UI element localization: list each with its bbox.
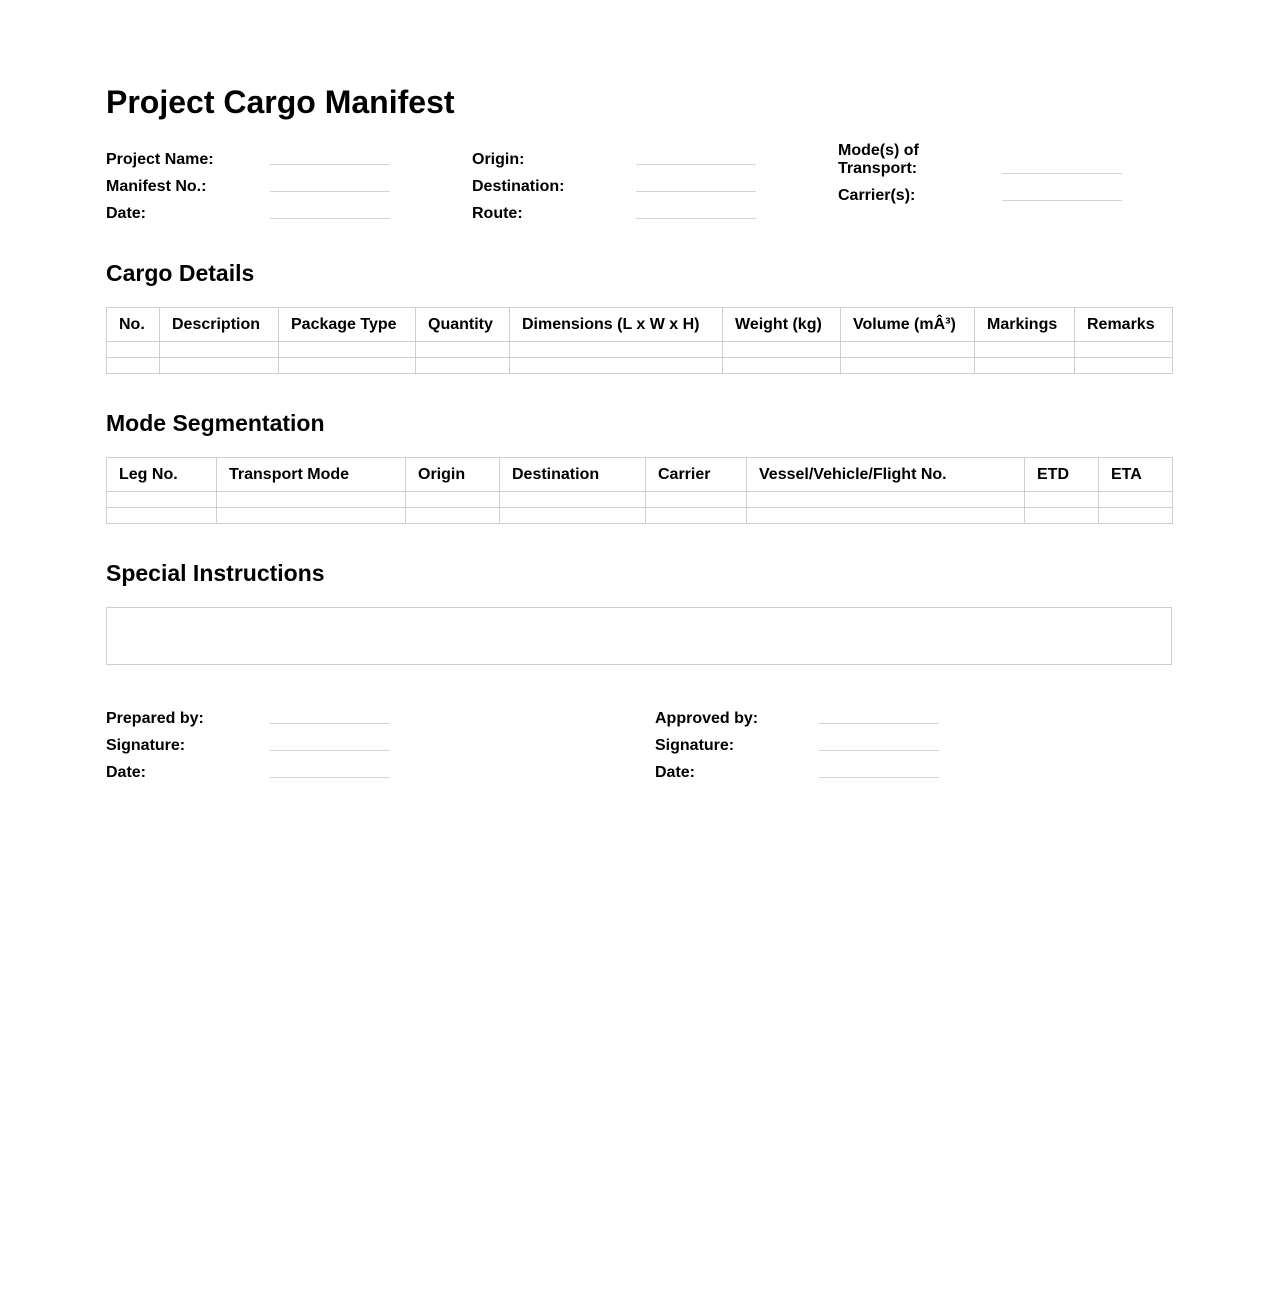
table-row — [107, 358, 1173, 374]
prepared-by-label: Prepared by: — [106, 710, 204, 727]
approved-by-field[interactable] — [819, 723, 939, 724]
mode-segmentation-table — [106, 457, 1173, 524]
transport-modes-label: Mode(s) of Transport: — [838, 142, 919, 177]
col-etd-header: ETD — [1025, 458, 1099, 492]
table-row — [107, 342, 1173, 358]
table-cell[interactable] — [1075, 358, 1173, 374]
prepared-by-field[interactable] — [270, 723, 390, 724]
prepared-date-label: Date: — [106, 764, 147, 781]
table-cell[interactable] — [1025, 492, 1099, 508]
carriers-label: Carrier(s): — [838, 187, 916, 204]
project-name-label: Project Name: — [106, 151, 214, 168]
table-cell[interactable] — [406, 492, 500, 508]
route-field[interactable] — [636, 218, 756, 219]
table-cell[interactable] — [747, 508, 1025, 524]
date-field[interactable] — [270, 218, 390, 219]
table-cell[interactable] — [406, 508, 500, 524]
table-row — [107, 492, 1173, 508]
col-markings-header: Markings — [975, 308, 1075, 342]
carriers-field[interactable] — [1002, 200, 1122, 201]
col-origin-header: Origin — [406, 458, 500, 492]
table-cell[interactable] — [217, 492, 406, 508]
cargo-details-heading: Cargo Details — [106, 260, 255, 286]
table-cell[interactable] — [723, 358, 841, 374]
table-row — [107, 508, 1173, 524]
col-leg-no-header: Leg No. — [107, 458, 217, 492]
table-cell[interactable] — [416, 358, 510, 374]
prepared-signature-label: Signature: — [106, 737, 186, 754]
table-cell[interactable] — [1075, 342, 1173, 358]
table-cell[interactable] — [723, 342, 841, 358]
table-cell[interactable] — [1025, 508, 1099, 524]
route-label: Route: — [472, 205, 523, 222]
table-cell[interactable] — [841, 358, 975, 374]
approved-signature-field[interactable] — [819, 750, 939, 751]
table-cell[interactable] — [1099, 492, 1173, 508]
col-destination-header: Destination — [500, 458, 646, 492]
cargo-header-row — [107, 308, 1173, 342]
table-cell[interactable] — [510, 358, 723, 374]
table-cell[interactable] — [500, 492, 646, 508]
transport-modes-field[interactable] — [1002, 173, 1122, 174]
col-remarks-header: Remarks — [1075, 308, 1173, 342]
table-cell[interactable] — [107, 342, 160, 358]
prepared-signature-field[interactable] — [270, 750, 390, 751]
col-quantity-header: Quantity — [416, 308, 510, 342]
col-carrier-header: Carrier — [646, 458, 747, 492]
table-cell[interactable] — [217, 508, 406, 524]
table-cell[interactable] — [500, 508, 646, 524]
col-dimensions-header: Dimensions (L x W x H) — [510, 308, 723, 342]
col-transport-mode-header: Transport Mode — [217, 458, 406, 492]
col-weight-header: Weight (kg) — [723, 308, 841, 342]
table-cell[interactable] — [1099, 508, 1173, 524]
project-name-field[interactable] — [270, 164, 390, 165]
table-cell[interactable] — [646, 508, 747, 524]
table-cell[interactable] — [279, 342, 416, 358]
col-volume-header: Volume (mÂ³) — [841, 308, 975, 342]
cargo-details-table — [106, 307, 1173, 374]
manifest-no-label: Manifest No.: — [106, 178, 207, 195]
manifest-no-field[interactable] — [270, 191, 390, 192]
approved-signature-label: Signature: — [655, 737, 735, 754]
destination-field[interactable] — [636, 191, 756, 192]
segment-header-row — [107, 458, 1173, 492]
prepared-date-field[interactable] — [270, 777, 390, 778]
special-instructions-heading: Special Instructions — [106, 560, 325, 586]
col-package-type-header: Package Type — [279, 308, 416, 342]
table-cell[interactable] — [279, 358, 416, 374]
table-cell[interactable] — [107, 508, 217, 524]
col-vessel-header: Vessel/Vehicle/Flight No. — [747, 458, 1025, 492]
table-cell[interactable] — [107, 492, 217, 508]
table-cell[interactable] — [160, 342, 279, 358]
table-cell[interactable] — [747, 492, 1025, 508]
col-description-header: Description — [160, 308, 279, 342]
table-cell[interactable] — [510, 342, 723, 358]
origin-label: Origin: — [472, 151, 525, 168]
date-label: Date: — [106, 205, 147, 222]
col-eta-header: ETA — [1099, 458, 1173, 492]
special-instructions-box[interactable] — [106, 607, 1172, 665]
table-cell[interactable] — [841, 342, 975, 358]
table-cell[interactable] — [975, 358, 1075, 374]
table-cell[interactable] — [646, 492, 747, 508]
approved-by-label: Approved by: — [655, 710, 759, 727]
table-cell[interactable] — [975, 342, 1075, 358]
document-title: Project Cargo Manifest — [106, 84, 455, 120]
table-cell[interactable] — [160, 358, 279, 374]
approved-date-label: Date: — [655, 764, 696, 781]
approved-date-field[interactable] — [819, 777, 939, 778]
origin-field[interactable] — [636, 164, 756, 165]
table-cell[interactable] — [107, 358, 160, 374]
mode-segmentation-heading: Mode Segmentation — [106, 410, 325, 436]
col-no-header: No. — [107, 308, 160, 342]
destination-label: Destination: — [472, 178, 565, 195]
table-cell[interactable] — [416, 342, 510, 358]
